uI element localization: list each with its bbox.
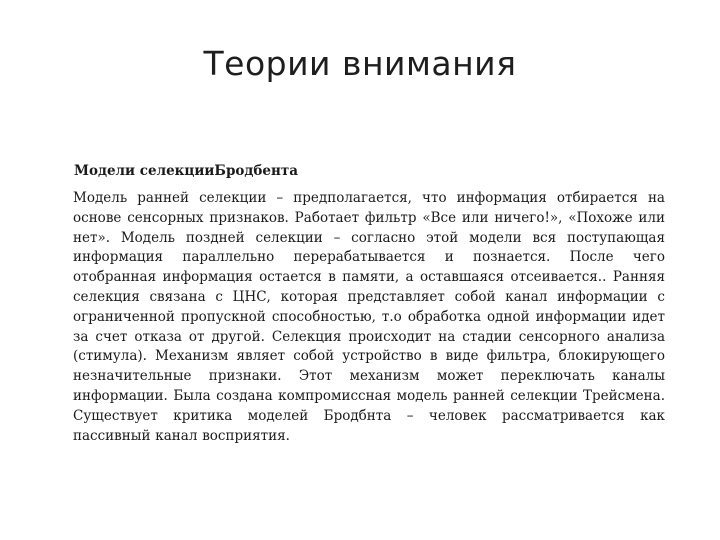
body-paragraph: Модель ранней селекции – предполагается, что информация отбирается на основе сенсорных признаков. Работает фильтр «Все или ничего!», «Похоже или нет». Модель поздней селекции – согласно этой модели вся поступающая информация параллельно перерабатывается и познается. После чего отобранная информация остается в памяти, а оставшаяся отсеивается.. Ранняя селекция связана с ЦНС, которая представляет собой канал информации с ограниченной пропускной способностью, т.о обработка одной информации идет за счет отказа от другой. Селекция происходит на стадии сенсорного анализа (стимула). Механизм являет собой устройство в виде фильтра, блокирующего незначительные признаки. Этот механизм может переключать каналы информации. Была создана компромиссная модель ранней селекции Трейсмена. Существует критика моделей Бродбнта – человек рассматривается как пассивный канал восприятия. — [73, 190, 665, 444]
slide-title: Теории внимания — [203, 44, 517, 83]
section-subheading: Модели селекцииБродбента — [74, 163, 298, 179]
